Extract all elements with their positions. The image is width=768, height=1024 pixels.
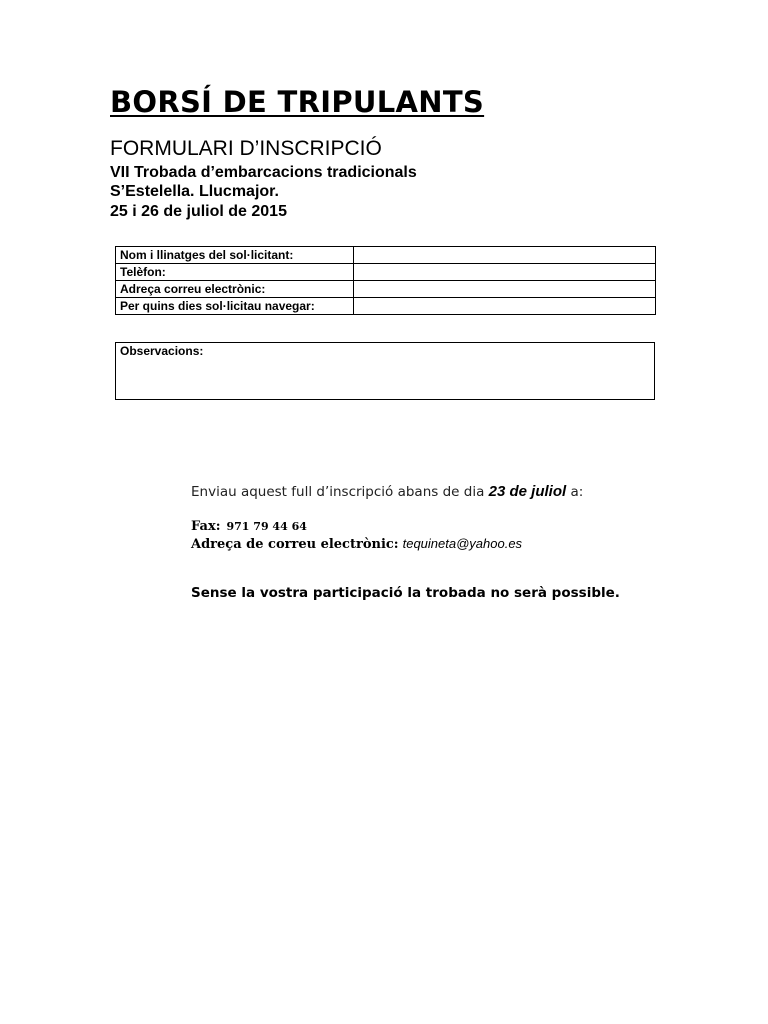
contact-email-label: Adreça de correu electrònic: — [191, 537, 399, 552]
event-dates: 25 i 26 de juliol de 2015 — [110, 203, 287, 220]
contact-email-line — [191, 535, 522, 553]
email-label: Adreça correu electrònic: — [116, 281, 354, 298]
page-title: BORSÍ DE TRIPULANTS — [110, 85, 485, 119]
form-heading: FORMULARI D’INSCRIPCIÓ — [110, 137, 382, 160]
observations-label: Observacions: — [120, 344, 204, 358]
observations-field[interactable] — [115, 342, 655, 400]
applicant-name-field[interactable] — [354, 247, 656, 264]
fax-number: 971 79 44 64 — [226, 520, 307, 533]
fax-label: Fax: — [191, 519, 221, 534]
send-suffix: a: — [566, 484, 584, 500]
phone-label: Telèfon: — [116, 264, 354, 281]
sailing-days-field[interactable] — [354, 298, 656, 315]
event-location: S’Estelella. Llucmajor. — [110, 183, 279, 200]
table-row — [116, 247, 656, 264]
closing-note: Sense la vostra participació la trobada no serà possible. — [191, 585, 620, 601]
sailing-days-label: Per quins dies sol·licitau navegar: — [116, 298, 354, 315]
send-text: Enviau aquest full d’inscripció abans de dia — [191, 484, 489, 500]
fax-line — [191, 517, 307, 535]
email-field[interactable] — [354, 281, 656, 298]
submission-instructions — [191, 483, 583, 501]
table-row — [116, 281, 656, 298]
deadline-date: 23 de juliol — [488, 483, 567, 500]
applicant-name-label: Nom i llinatges del sol·licitant: — [116, 247, 354, 264]
table-row — [116, 264, 656, 281]
contact-email-address[interactable]: tequineta@yahoo.es — [402, 536, 523, 551]
event-name: VII Trobada d’embarcacions tradicionals — [110, 164, 417, 181]
table-row — [116, 298, 656, 315]
phone-field[interactable] — [354, 264, 656, 281]
applicant-details-table — [115, 246, 656, 315]
